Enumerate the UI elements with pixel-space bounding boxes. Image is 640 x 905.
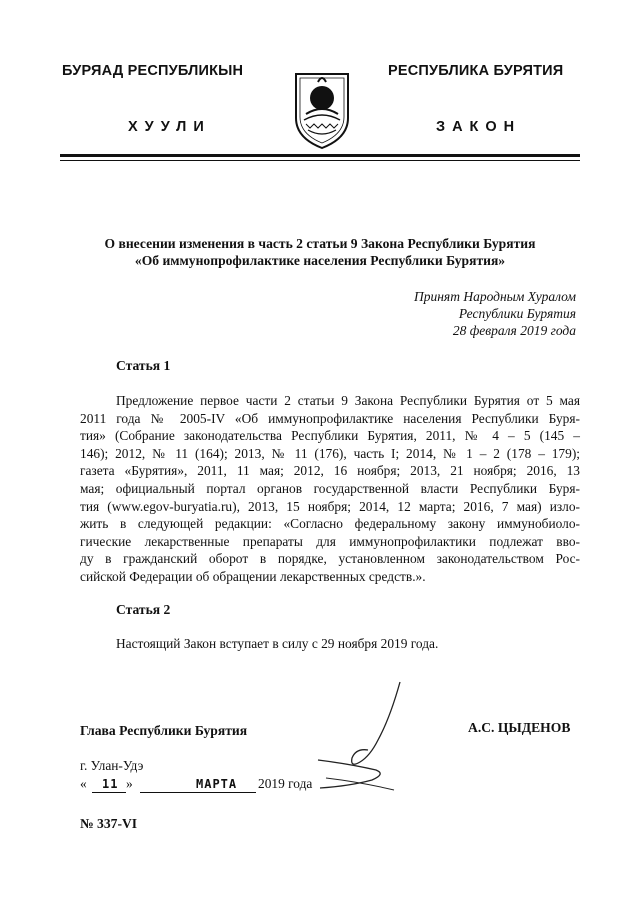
article1-text	[80, 392, 580, 586]
place: г. Улан-Удэ	[80, 758, 144, 773]
article1-line: жить в следующей редакции: «Согласно федеральному закону иммунобиоло-	[80, 516, 580, 532]
article1-line: сийской Федерации об обращении лекарственных средств.».	[80, 568, 426, 584]
article1-line: тия (www.egov-buryatia.ru), 2013, 15 ноября; 2014, 12 марта; 2016, 7 мая) изло-	[80, 498, 580, 514]
article1-line: мая; официальный портал органов государственной власти Республики Буря-	[80, 480, 580, 496]
article1-heading: Статья 1	[116, 358, 171, 373]
day-underline	[92, 792, 126, 793]
article1-line: ду в гражданский оборот в порядке, установленном законодательством Рос-	[80, 551, 580, 567]
date-year: 2019 года	[258, 776, 313, 791]
header-right-top: РЕСПУБЛИКА БУРЯТИЯ	[388, 63, 564, 79]
adoption-line3: 28 февраля 2019 года	[452, 323, 576, 338]
signatory-position: Глава Республики Бурятия	[80, 723, 248, 738]
date-month: МАРТА	[196, 777, 238, 791]
article1-line: гические лекарственные препараты для иммунопрофилактики подлежат вво-	[80, 533, 580, 549]
law-title-line1: О внесении изменения в часть 2 статьи 9 Закона Республики Бурятия	[104, 236, 536, 251]
law-title	[60, 235, 580, 269]
header-divider-thin	[60, 160, 580, 161]
adoption-line2: Республики Бурятия	[458, 306, 576, 321]
article1-line: Предложение первое части 2 статьи 9 Закона Республики Бурятия от 5 мая	[116, 393, 580, 408]
date-close-quote: »	[126, 776, 133, 791]
article1-line: 2011 года № 2005-IV «Об иммунопрофилактике населения Республики Буря-	[80, 410, 580, 426]
article1-line: 146); 2012, № 11 (164); 2013, № 11 (176), часть I; 2014, № 1 – 2 (178 – 179);	[80, 445, 580, 461]
article2-heading: Статья 2	[116, 602, 171, 617]
month-underline	[140, 792, 256, 793]
header-divider-thick	[60, 154, 580, 157]
adoption-note	[414, 288, 576, 339]
signatory-name: А.С. ЦЫДЕНОВ	[468, 720, 571, 735]
date-open-quote: «	[80, 776, 87, 791]
coat-of-arms-icon	[292, 68, 352, 150]
signing-date	[80, 776, 320, 796]
header-left-top: БУРЯАД РЕСПУБЛИКЫН	[62, 63, 244, 79]
header-left-bottom: ХУУЛИ	[128, 119, 211, 135]
article1-line: тия» (Собрание законодательства Республики Бурятия, 2011, № 4 – 5 (145 –	[80, 428, 580, 444]
law-title-line2: «Об иммунопрофилактике населения Республики Бурятия»	[134, 253, 506, 268]
law-number: № 337-VI	[80, 816, 138, 831]
header-right-bottom: ЗАКОН	[436, 119, 522, 135]
adoption-line1: Принят Народным Хуралом	[413, 289, 576, 304]
article1-line: газета «Бурятия», 2011, 11 мая; 2012, 16 ноября; 2013, 21 ноября; 2016, 13	[80, 463, 580, 479]
article2-text: Настоящий Закон вступает в силу с 29 ноября 2019 года.	[116, 636, 439, 651]
date-day: 11	[102, 777, 119, 791]
